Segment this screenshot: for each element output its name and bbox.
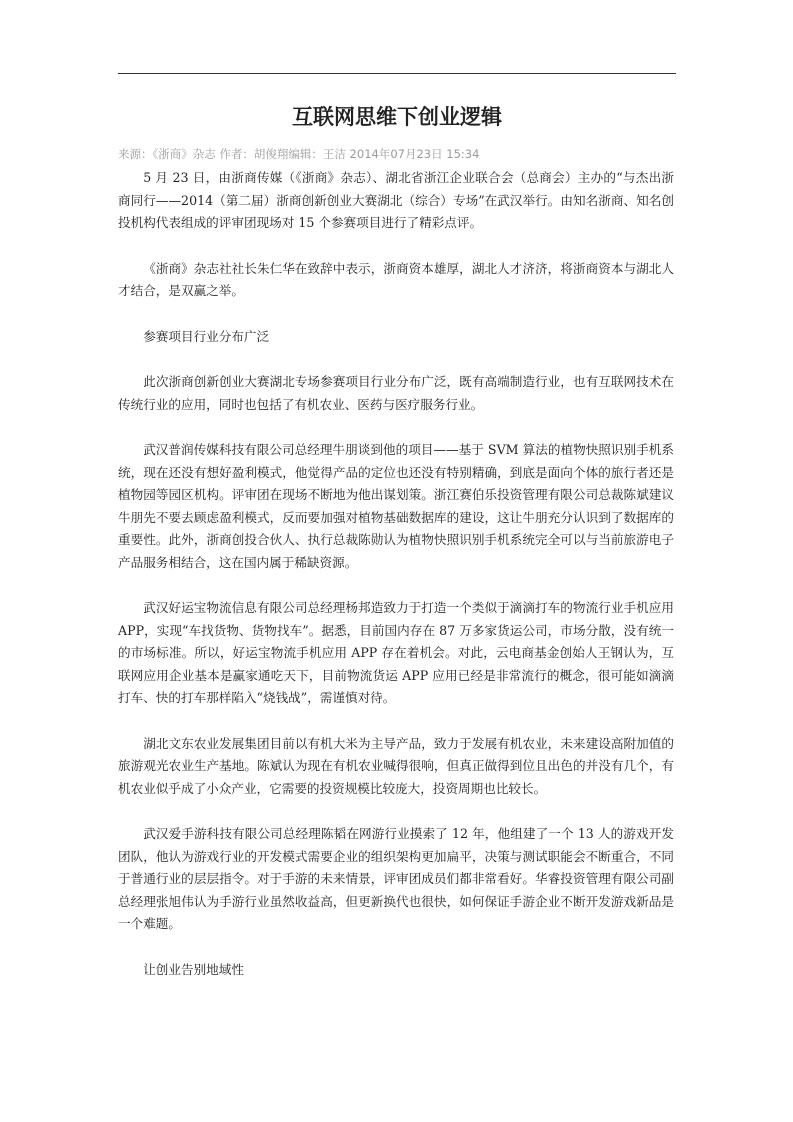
article-paragraph: 此次浙商创新创业大赛湖北专场参赛项目行业分布广泛，既有高端制造行业，也有互联网技术在传统行业的应用，同时也包括了有机农业、医药与医疗服务行业。 (118, 374, 674, 412)
article-paragraph: 武汉好运宝物流信息有限公司总经理杨邦造致力于打造一个类似于滴滴打车的物流行业手机应用 APP，实现“车找货物、货物找车”。据悉，目前国内存在 87 万多家货运公司，市场分散，没有统一的市场标准。所以，好运宝物流手机应用 APP 存在着机会。对此，云电商基金创始人王钢认为，互联网应用企业基本是赢家通吃天下，目前物流货运 APP 应用已经是非常流行的概念，很可能如滴滴打车、快的打车那样陷入“烧钱战”，需谨慎对待。 (118, 600, 674, 705)
article-paragraph: 湖北文东农业发展集团目前以有机大米为主导产品，致力于发展有机农业，未来建设高附加值的旅游观光农业生产基地。陈斌认为现在有机农业喊得很响，但真正做得到位且出色的并没有几个，有机农业似乎成了小众产业，它需要的投资规模比较庞大，投资周期也比较长。 (118, 735, 674, 796)
top-divider (118, 73, 676, 74)
article-meta: 来源：《浙商》杂志 作者：胡俊翔编辑：王洁 2014年07月23日 15:34 (118, 147, 480, 161)
article-paragraph: 武汉普润传媒科技有限公司总经理牛朋谈到他的项目——基于 SVM 算法的植物快照识别手机系统，现在还没有想好盈利模式，他觉得产品的定位也还没有特别精确，到底是面向个体的旅行者还是植物园等园区机构。评审团在现场不断地为他出谋划策。浙江赛伯乐投资管理有限公司总裁陈斌建议牛朋先不要去顾虑盈利模式，反而要加强对植物基础数据库的建设，这让牛朋充分认识到了数据库的重要性。此外，浙商创投合伙人、执行总裁陈勋认为植物快照识别手机系统完全可以与当前旅游电子产品服务相结合，这在国内属于稀缺资源。 (118, 442, 674, 570)
article-paragraph: 武汉爱手游科技有限公司总经理陈韬在网游行业摸索了 12 年，他组建了一个 13 人的游戏开发团队，他认为游戏行业的开发模式需要企业的组织架构更加扁平，决策与测试职能会不断重合，不同于普通行业的层层指令。对于手游的未来情景，评审团成员们都非常看好。华睿投资管理有限公司副总经理张旭伟认为手游行业虽然收益高，但更新换代也很快，如何保证手游企业不断开发游戏新品是一个难题。 (118, 826, 674, 931)
article-paragraph: 5 月 23 日，由浙商传媒（《浙商》杂志）、湖北省浙江企业联合会（总商会）主办的“与杰出浙商同行——2014（第二届）浙商创新创业大赛湖北（综合）专场”在武汉举行。由知名浙商、知名创投机构代表组成的评审团现场对 15 个参赛项目进行了精彩点评。 (118, 170, 674, 230)
article-paragraph: 《浙商》杂志社社长朱仁华在致辞中表示，浙商资本雄厚，湖北人才济济，将浙商资本与湖北人才结合，是双赢之举。 (118, 260, 674, 298)
section-heading: 参赛项目行业分布广泛 (143, 328, 270, 344)
article-title: 互联网思维下创业逻辑 (292, 104, 502, 129)
section-heading: 让创业告别地域性 (143, 961, 244, 977)
article-body (118, 167, 674, 1004)
